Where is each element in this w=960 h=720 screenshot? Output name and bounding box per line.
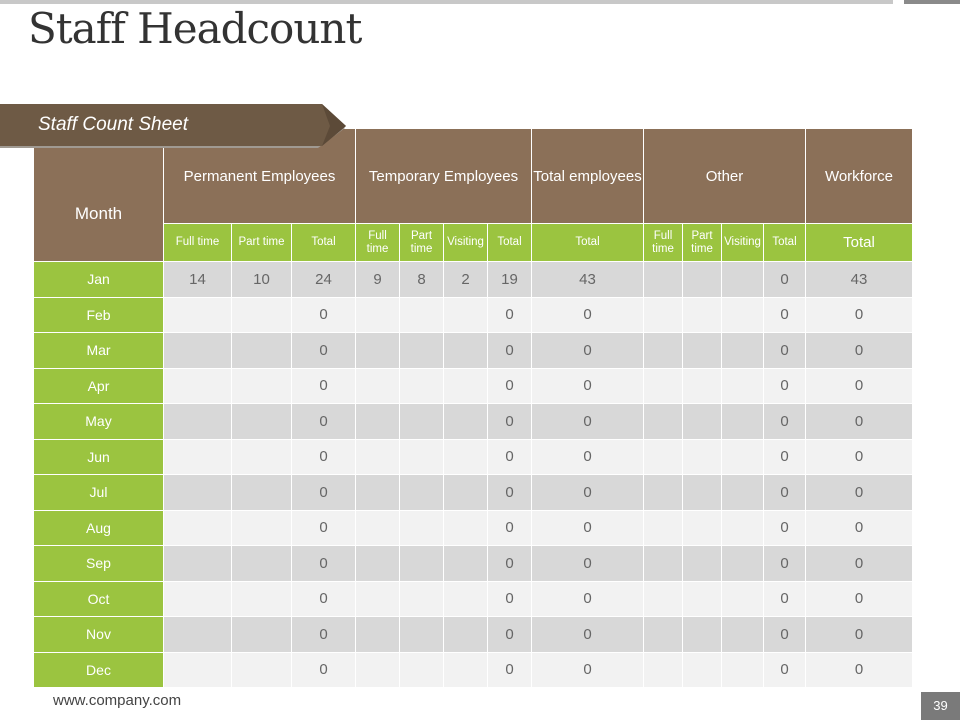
table-cell	[444, 333, 488, 369]
table-cell: 0	[292, 297, 356, 333]
other-header: Other	[644, 129, 806, 224]
table-cell: 0	[532, 333, 644, 369]
subheader-cell: Total	[488, 224, 532, 262]
table-cell	[356, 510, 400, 546]
table-row	[34, 297, 913, 333]
table-cell	[400, 510, 444, 546]
table-cell: 0	[806, 546, 913, 582]
table-row	[34, 510, 913, 546]
table-cell	[683, 368, 722, 404]
table-cell: 10	[232, 262, 292, 298]
subheader-cell: Total	[532, 224, 644, 262]
table-cell	[232, 439, 292, 475]
table-cell	[444, 475, 488, 511]
total-employees-header: Total employees	[532, 129, 644, 224]
table-cell: 0	[764, 262, 806, 298]
table-row	[34, 333, 913, 369]
table-cell: 0	[292, 475, 356, 511]
table-cell: 0	[764, 439, 806, 475]
table-row	[34, 581, 913, 617]
table-cell: 0	[764, 546, 806, 582]
table-cell	[683, 617, 722, 653]
table-cell: 0	[532, 581, 644, 617]
page-number: 39	[921, 692, 960, 720]
table-cell: 0	[806, 404, 913, 440]
table-cell	[164, 475, 232, 511]
table-cell	[232, 652, 292, 688]
table-cell	[444, 581, 488, 617]
month-cell: Jun	[34, 439, 164, 475]
table-cell: 0	[806, 439, 913, 475]
table-cell: 8	[400, 262, 444, 298]
subheader-cell: Part time	[400, 224, 444, 262]
table-cell: 0	[292, 368, 356, 404]
table-cell: 0	[764, 617, 806, 653]
table-cell	[164, 652, 232, 688]
table-cell: 0	[532, 368, 644, 404]
table-cell	[444, 297, 488, 333]
table-cell: 0	[488, 368, 532, 404]
table-cell	[232, 368, 292, 404]
table-cell	[644, 617, 683, 653]
table-cell	[644, 475, 683, 511]
table-cell: 0	[764, 333, 806, 369]
table-cell: 0	[488, 510, 532, 546]
table-cell: 0	[488, 333, 532, 369]
table-cell: 0	[292, 510, 356, 546]
table-cell: 0	[532, 475, 644, 511]
table-cell	[400, 617, 444, 653]
table-cell	[444, 404, 488, 440]
page-title: Staff Headcount	[28, 4, 362, 53]
table-cell: 9	[356, 262, 400, 298]
table-row	[34, 652, 913, 688]
table-cell	[683, 652, 722, 688]
table-cell	[644, 333, 683, 369]
table-cell: 0	[806, 475, 913, 511]
table-cell	[400, 297, 444, 333]
table-cell	[400, 439, 444, 475]
table-cell	[644, 368, 683, 404]
table-cell	[232, 333, 292, 369]
table-body	[34, 129, 913, 688]
table-cell: 2	[444, 262, 488, 298]
table-cell	[356, 333, 400, 369]
footer-url: www.company.com	[53, 692, 182, 709]
subheader-row	[34, 224, 913, 262]
subheader-cell: Visiting	[722, 224, 764, 262]
table-cell: 0	[488, 404, 532, 440]
table-cell	[164, 510, 232, 546]
table-cell	[722, 475, 764, 511]
table-cell: 0	[806, 368, 913, 404]
table-cell: 0	[532, 546, 644, 582]
month-cell: Nov	[34, 617, 164, 653]
table-cell: 0	[532, 652, 644, 688]
subheader-cell: Total	[764, 224, 806, 262]
table-cell	[644, 262, 683, 298]
table-cell: 0	[764, 652, 806, 688]
table-cell: 0	[488, 475, 532, 511]
table-cell	[356, 368, 400, 404]
table-cell	[400, 368, 444, 404]
table-cell	[164, 617, 232, 653]
table-cell	[722, 368, 764, 404]
month-cell: Oct	[34, 581, 164, 617]
table-cell	[356, 581, 400, 617]
table-cell	[232, 546, 292, 582]
permanent-employees-header: Permanent Employees	[164, 129, 356, 224]
table-cell	[444, 439, 488, 475]
table-cell	[232, 581, 292, 617]
table-cell	[232, 510, 292, 546]
table-cell	[644, 297, 683, 333]
table-cell: 0	[292, 333, 356, 369]
top-divider-accent	[904, 0, 960, 4]
table-cell	[722, 546, 764, 582]
table-cell	[400, 333, 444, 369]
table-cell	[356, 404, 400, 440]
table-cell	[722, 652, 764, 688]
table-cell: 0	[488, 652, 532, 688]
table-row	[34, 617, 913, 653]
table-cell: 0	[532, 439, 644, 475]
table-cell: 0	[764, 581, 806, 617]
subheader-cell: Part time	[232, 224, 292, 262]
table-cell	[722, 439, 764, 475]
table-cell: 0	[292, 617, 356, 653]
table-cell	[644, 546, 683, 582]
table-cell	[400, 475, 444, 511]
table-cell: 0	[532, 404, 644, 440]
table-cell: 24	[292, 262, 356, 298]
workforce-header: Workforce	[806, 129, 913, 224]
subheader-cell: Total	[806, 224, 913, 262]
table-cell	[444, 652, 488, 688]
table-cell	[683, 546, 722, 582]
table-cell: 0	[532, 297, 644, 333]
table-cell: 0	[806, 581, 913, 617]
table-cell	[164, 439, 232, 475]
table-cell	[683, 262, 722, 298]
month-cell: Jan	[34, 262, 164, 298]
table-cell	[356, 546, 400, 582]
table-cell	[400, 546, 444, 582]
table-cell: 0	[806, 297, 913, 333]
table-cell	[644, 652, 683, 688]
table-cell: 0	[488, 546, 532, 582]
table-cell	[444, 546, 488, 582]
table-cell	[722, 581, 764, 617]
table-cell	[232, 475, 292, 511]
table-cell	[356, 297, 400, 333]
table-cell: 43	[806, 262, 913, 298]
table-cell	[164, 546, 232, 582]
month-cell: Dec	[34, 652, 164, 688]
table-cell	[683, 333, 722, 369]
table-cell	[356, 652, 400, 688]
table-cell	[232, 617, 292, 653]
table-cell: 0	[764, 368, 806, 404]
table-cell	[644, 581, 683, 617]
table-cell: 0	[764, 475, 806, 511]
table-cell	[722, 404, 764, 440]
table-cell: 14	[164, 262, 232, 298]
month-cell: Mar	[34, 333, 164, 369]
table-cell	[444, 368, 488, 404]
table-cell	[164, 297, 232, 333]
table-cell	[683, 475, 722, 511]
table-row	[34, 475, 913, 511]
table-cell: 0	[764, 297, 806, 333]
subheader-cell: Visiting	[444, 224, 488, 262]
table-cell: 0	[764, 404, 806, 440]
subheader-cell: Total	[292, 224, 356, 262]
table-cell	[644, 510, 683, 546]
table-cell	[164, 404, 232, 440]
table-cell: 0	[488, 297, 532, 333]
table-cell	[644, 439, 683, 475]
table-cell	[164, 581, 232, 617]
month-cell: Apr	[34, 368, 164, 404]
month-header: Month	[34, 129, 164, 262]
table-cell	[444, 510, 488, 546]
table-cell	[444, 617, 488, 653]
table-cell: 43	[532, 262, 644, 298]
table-cell	[722, 333, 764, 369]
table-cell	[400, 652, 444, 688]
month-cell: Jul	[34, 475, 164, 511]
table-row	[34, 439, 913, 475]
month-cell: Aug	[34, 510, 164, 546]
table-cell	[683, 510, 722, 546]
table-cell: 0	[532, 510, 644, 546]
table-row	[34, 546, 913, 582]
table-cell	[644, 404, 683, 440]
month-cell: May	[34, 404, 164, 440]
table-cell	[232, 297, 292, 333]
table-cell: 0	[292, 439, 356, 475]
table-cell	[400, 581, 444, 617]
table-cell	[683, 581, 722, 617]
table-cell	[164, 368, 232, 404]
table-cell	[722, 617, 764, 653]
table-cell	[400, 404, 444, 440]
table-cell	[722, 262, 764, 298]
table-cell: 0	[806, 617, 913, 653]
table-cell	[164, 333, 232, 369]
table-cell: 0	[488, 617, 532, 653]
table-cell: 0	[292, 546, 356, 582]
subheader-cell: Part time	[683, 224, 722, 262]
table-cell	[356, 617, 400, 653]
month-cell: Feb	[34, 297, 164, 333]
subheader-cell: Full time	[356, 224, 400, 262]
table-row	[34, 262, 913, 298]
table-cell	[356, 439, 400, 475]
table-cell	[232, 404, 292, 440]
table-cell	[722, 510, 764, 546]
table-cell: 0	[806, 652, 913, 688]
table-cell	[683, 404, 722, 440]
banner-label: Staff Count Sheet	[38, 114, 188, 135]
table-cell: 0	[488, 439, 532, 475]
table-cell: 19	[488, 262, 532, 298]
table-cell: 0	[292, 652, 356, 688]
subheader-cell: Full time	[644, 224, 683, 262]
table-cell: 0	[292, 404, 356, 440]
table-cell: 0	[764, 510, 806, 546]
temporary-employees-header: Temporary Employees	[356, 129, 532, 224]
month-cell: Sep	[34, 546, 164, 582]
table-cell	[722, 297, 764, 333]
table-cell: 0	[488, 581, 532, 617]
table-cell: 0	[806, 333, 913, 369]
table-row	[34, 404, 913, 440]
subheader-cell: Full time	[164, 224, 232, 262]
table-cell: 0	[532, 617, 644, 653]
table-row	[34, 368, 913, 404]
table-cell	[683, 439, 722, 475]
table-cell: 0	[292, 581, 356, 617]
table-cell: 0	[806, 510, 913, 546]
table-cell	[683, 297, 722, 333]
table-cell	[356, 475, 400, 511]
staff-count-table	[33, 128, 913, 688]
